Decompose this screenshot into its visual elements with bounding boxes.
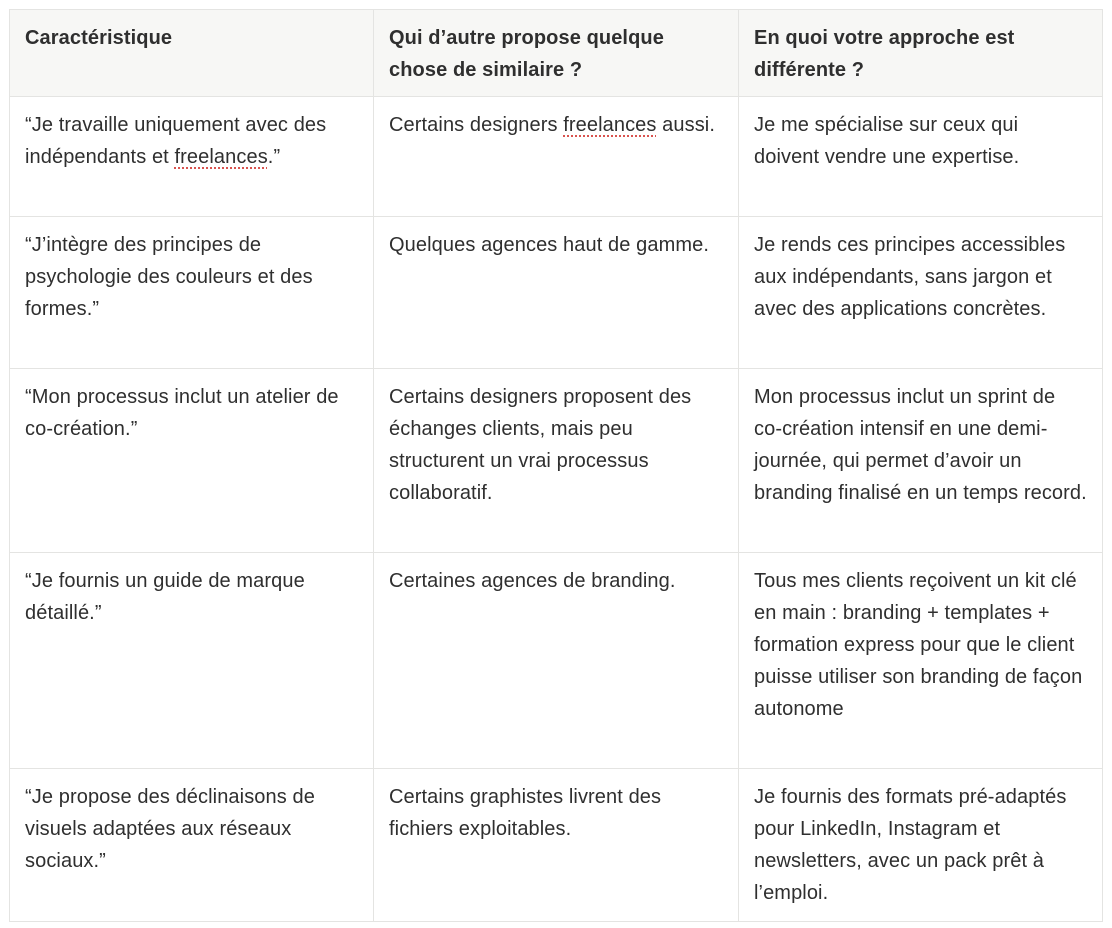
cell-difference[interactable]: Mon processus inclut un sprint de co-création intensif en une demi-journée, qui permet d’avoir un branding finalisé en un temps record. <box>739 369 1103 553</box>
cell-caracteristique[interactable]: “J’intègre des principes de psychologie des couleurs et des formes.” <box>10 217 374 369</box>
table-header-row <box>10 10 1103 97</box>
cell-caracteristique[interactable]: “Mon processus inclut un atelier de co-création.” <box>10 369 374 553</box>
cell-caracteristique[interactable]: “Je fournis un guide de marque détaillé.” <box>10 553 374 769</box>
table-row <box>10 769 1103 922</box>
cell-difference[interactable]: Je me spécialise sur ceux qui doivent vendre une expertise. <box>739 97 1103 217</box>
table-row <box>10 97 1103 217</box>
cell-text: Certains designers <box>389 114 564 136</box>
spellcheck-flagged-word[interactable]: freelances <box>174 146 268 168</box>
cell-difference[interactable]: Je rends ces principes accessibles aux indépendants, sans jargon et avec des applications concrètes. <box>739 217 1103 369</box>
cell-text: .” <box>267 146 281 168</box>
cell-autres[interactable]: Certains graphistes livrent des fichiers exploitables. <box>374 769 739 922</box>
cell-autres[interactable]: Quelques agences haut de gamme. <box>374 217 739 369</box>
cell-autres[interactable] <box>374 97 739 217</box>
cell-difference[interactable]: Tous mes clients reçoivent un kit clé en main : branding + templates + formation express pour que le client puisse utiliser son branding de façon autonome <box>739 553 1103 769</box>
header-caracteristique[interactable]: Caractéristique <box>10 10 374 97</box>
header-autres[interactable]: Qui d’autre propose quelque chose de similaire ? <box>374 10 739 97</box>
spellcheck-flagged-word[interactable]: freelances <box>563 114 657 136</box>
cell-difference[interactable]: Je fournis des formats pré-adaptés pour LinkedIn, Instagram et newsletters, avec un pack prêt à l’emploi. <box>739 769 1103 922</box>
cell-autres[interactable]: Certaines agences de branding. <box>374 553 739 769</box>
cell-autres[interactable]: Certains designers proposent des échanges clients, mais peu structurent un vrai processus collaboratif. <box>374 369 739 553</box>
table-row <box>10 217 1103 369</box>
comparison-table-container <box>9 9 1102 922</box>
cell-text: “Je travaille uniquement avec des indépendants et <box>25 114 327 168</box>
comparison-table <box>9 9 1103 922</box>
table-row <box>10 369 1103 553</box>
cell-caracteristique[interactable]: “Je propose des déclinaisons de visuels adaptées aux réseaux sociaux.” <box>10 769 374 922</box>
table-row <box>10 553 1103 769</box>
cell-caracteristique[interactable] <box>10 97 374 217</box>
header-difference[interactable]: En quoi votre approche est différente ? <box>739 10 1103 97</box>
cell-text: aussi. <box>656 114 716 136</box>
